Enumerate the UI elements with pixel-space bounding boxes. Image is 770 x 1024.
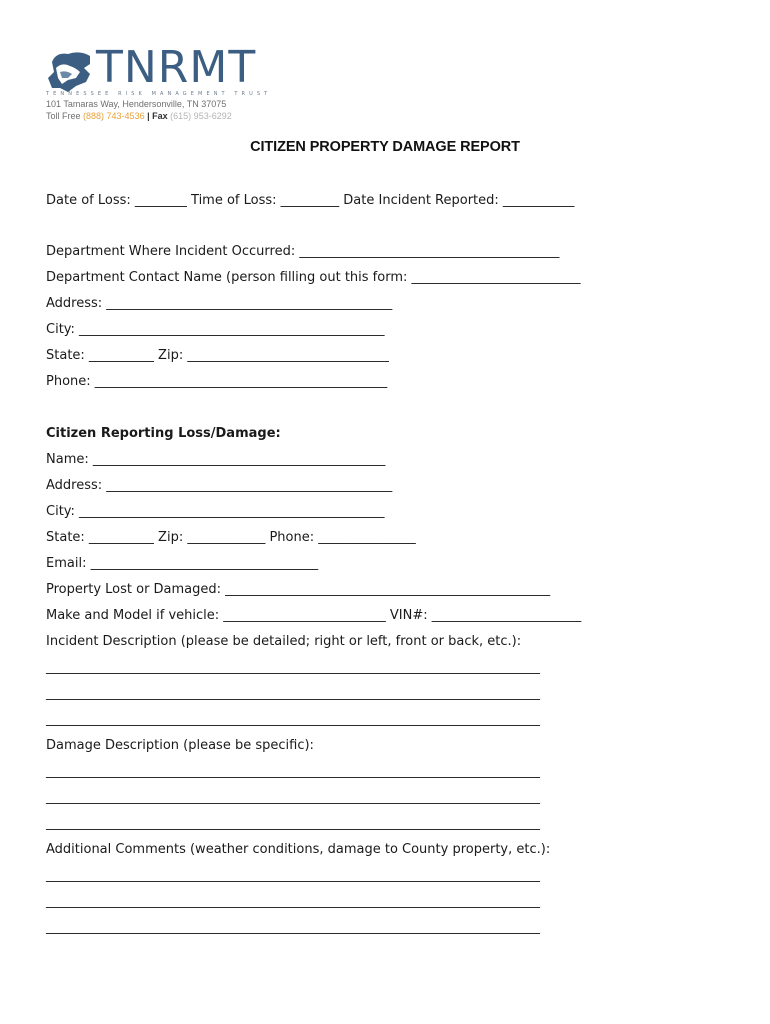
- damage-description-line-2[interactable]: ____________________________________________________________________________: [46, 790, 540, 805]
- incident-description-line-2[interactable]: ____________________________________________________________________________: [46, 686, 540, 701]
- citizen-state-zip-phone-field[interactable]: State: __________ Zip: ____________ Phone: _______________: [46, 530, 416, 545]
- citizen-name-field[interactable]: Name: _____________________________________________: [46, 452, 386, 467]
- citizen-section-heading: Citizen Reporting Loss/Damage:: [46, 426, 281, 441]
- incident-description-line-3[interactable]: ____________________________________________________________________________: [46, 712, 540, 727]
- logo-subtitle: TENNESSEE RISK MANAGEMENT TRUST: [46, 91, 272, 97]
- page-title: CITIZEN PROPERTY DAMAGE REPORT: [250, 139, 520, 155]
- citizen-city-field[interactable]: City: _______________________________________________: [46, 504, 385, 519]
- logo-wordmark: TNRMT: [96, 42, 257, 93]
- incident-description-label: Incident Description (please be detailed; right or left, front or back, etc.):: [46, 634, 522, 649]
- department-city-field[interactable]: City: _______________________________________________: [46, 322, 385, 337]
- make-model-vin-field[interactable]: Make and Model if vehicle: _________________________ VIN#: _______________________: [46, 608, 582, 623]
- tennessee-state-icon: [46, 48, 92, 92]
- additional-comments-line-3[interactable]: ____________________________________________________________________________: [46, 920, 540, 935]
- separator: |: [147, 111, 150, 121]
- date-fields-line[interactable]: Date of Loss: ________ Time of Loss: _________ Date Incident Reported: ___________: [46, 193, 575, 208]
- citizen-email-field[interactable]: Email: ___________________________________: [46, 556, 319, 571]
- additional-comments-line-1[interactable]: ____________________________________________________________________________: [46, 868, 540, 883]
- department-address-field[interactable]: Address: ____________________________________________: [46, 296, 393, 311]
- toll-free-number: (888) 743-4536: [83, 111, 145, 121]
- org-address: 101 Tamaras Way, Hendersonville, TN 37075: [46, 99, 227, 109]
- additional-comments-label: Additional Comments (weather conditions, damage to County property, etc.):: [46, 842, 551, 857]
- department-phone-field[interactable]: Phone: _____________________________________________: [46, 374, 388, 389]
- citizen-address-field[interactable]: Address: ____________________________________________: [46, 478, 393, 493]
- fax-label: Fax: [152, 111, 168, 121]
- contact-numbers: [46, 111, 232, 121]
- contact-name-field[interactable]: Department Contact Name (person filling out this form: __________________________: [46, 270, 581, 285]
- department-field[interactable]: Department Where Incident Occurred: ________________________________________: [46, 244, 560, 259]
- incident-description-line-1[interactable]: ____________________________________________________________________________: [46, 660, 540, 675]
- fax-number: (615) 953-6292: [170, 111, 232, 121]
- toll-free-label: Toll Free: [46, 111, 81, 121]
- damage-description-line-1[interactable]: ____________________________________________________________________________: [46, 764, 540, 779]
- property-field[interactable]: Property Lost or Damaged: __________________________________________________: [46, 582, 551, 597]
- department-state-zip-field[interactable]: State: __________ Zip: _______________________________: [46, 348, 389, 363]
- damage-description-label: Damage Description (please be specific):: [46, 738, 314, 753]
- damage-description-line-3[interactable]: ____________________________________________________________________________: [46, 816, 540, 831]
- additional-comments-line-2[interactable]: ____________________________________________________________________________: [46, 894, 540, 909]
